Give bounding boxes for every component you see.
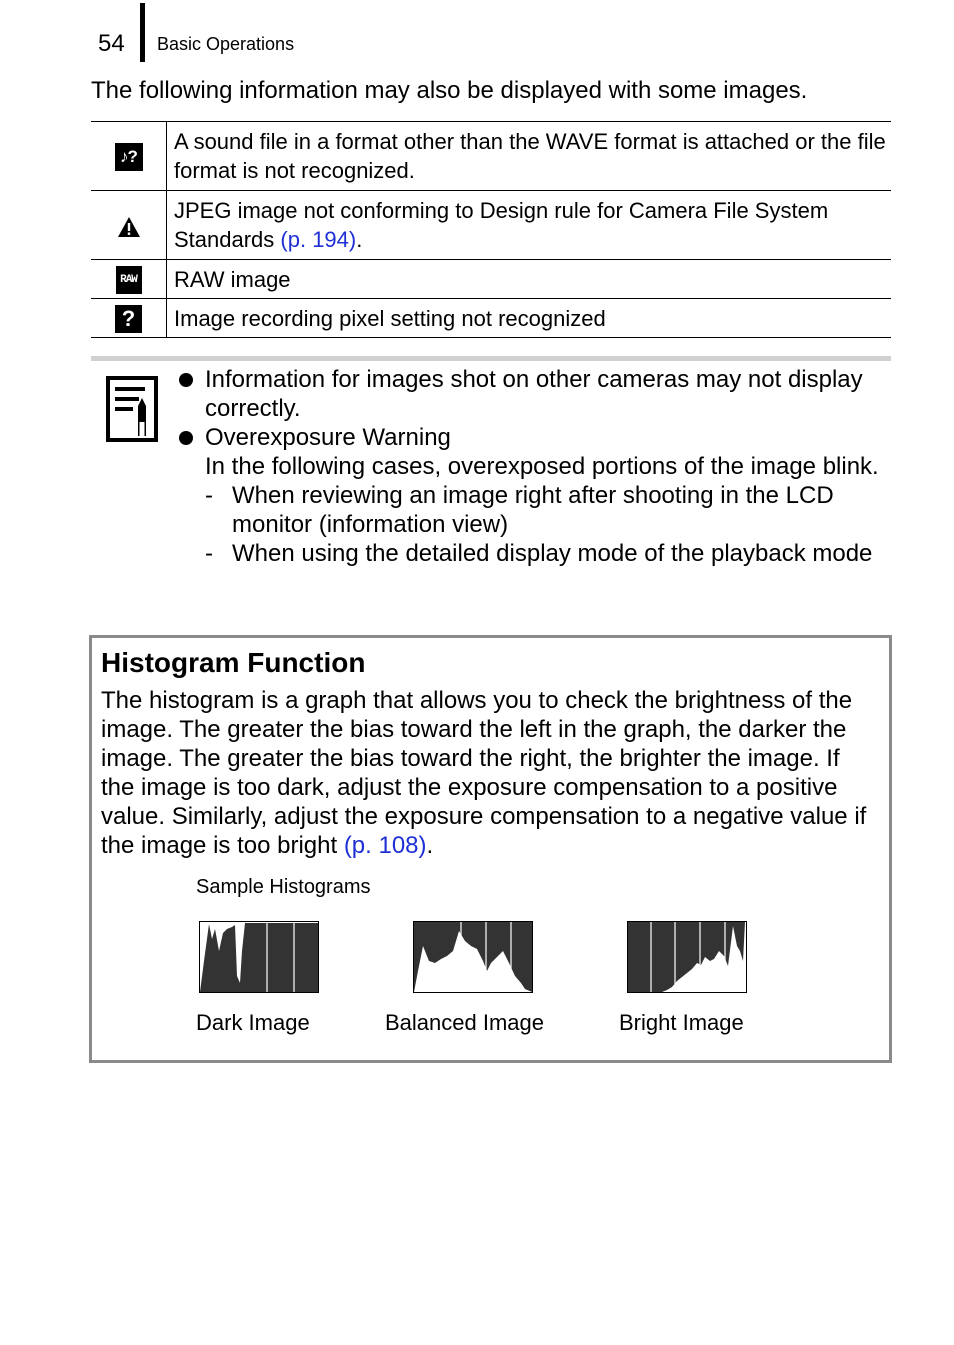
- list-item: Overexposure Warning In the following cases, overexposed portions of the image blink.: [177, 423, 891, 481]
- list-item: - When reviewing an image right after shooting in the LCD monitor (information view): [205, 482, 834, 538]
- bullet-icon: [179, 373, 193, 387]
- row-text: A sound file in a format other than the WAVE format is attached or the file format is not recognized.: [174, 128, 886, 183]
- note-list: [177, 365, 891, 568]
- sound-file-unknown-icon: ♪?: [115, 143, 143, 171]
- note-divider: [91, 356, 891, 361]
- balanced-histogram-image: [413, 921, 533, 993]
- bright-histogram-image: [627, 921, 747, 993]
- unknown-pixel-setting-icon: ?: [115, 305, 142, 333]
- page-reference-link[interactable]: (p. 194): [280, 226, 357, 252]
- bullet-icon: [179, 431, 193, 445]
- dark-histogram-image: [199, 921, 319, 993]
- info-table: [91, 121, 891, 338]
- section-body: The histogram is a graph that allows you to check the brightness of the image. The greater the bias toward the left in the graph, the darker the image. The greater the bias toward the right, the brighter the image. If the image is too dark, adjust the exposure compensation to a positive value. Similarly, adjust the exposure compensation to a negative value if the image is too bright (p. 108).: [101, 687, 867, 859]
- sample-histograms-label: Sample Histograms: [196, 876, 371, 898]
- histogram-caption: Balanced Image: [385, 1010, 544, 1035]
- table-row: [91, 260, 891, 299]
- histogram-caption: Bright Image: [619, 1010, 744, 1035]
- table-row: [91, 299, 891, 338]
- memo-pencil-icon: [106, 374, 160, 446]
- header-divider: [140, 3, 145, 62]
- page-reference-link[interactable]: (p. 108): [343, 832, 427, 859]
- row-text: RAW image: [174, 266, 291, 292]
- histogram-caption: Dark Image: [196, 1010, 310, 1035]
- list-item: - When using the detailed display mode of the playback mode: [205, 540, 873, 567]
- intro-text: The following information may also be displayed with some images.: [91, 77, 808, 104]
- raw-image-icon: RAW: [116, 266, 142, 294]
- row-text: JPEG image not conforming to Design rule for Camera File System Standards: [174, 197, 829, 252]
- warning-triangle-icon: [117, 216, 141, 238]
- section-label: Basic Operations: [157, 34, 295, 54]
- list-item: Information for images shot on other cameras may not display correctly.: [177, 365, 891, 423]
- table-row: JPEG image not conforming to Design rule for Camera File System Standards (p. 194).: [91, 191, 891, 260]
- page-number: 54: [98, 30, 125, 57]
- section-title: Histogram Function: [101, 647, 366, 678]
- row-text: Image recording pixel setting not recognized: [174, 305, 606, 331]
- table-row: [91, 122, 891, 191]
- histogram-function-box: [89, 635, 892, 1063]
